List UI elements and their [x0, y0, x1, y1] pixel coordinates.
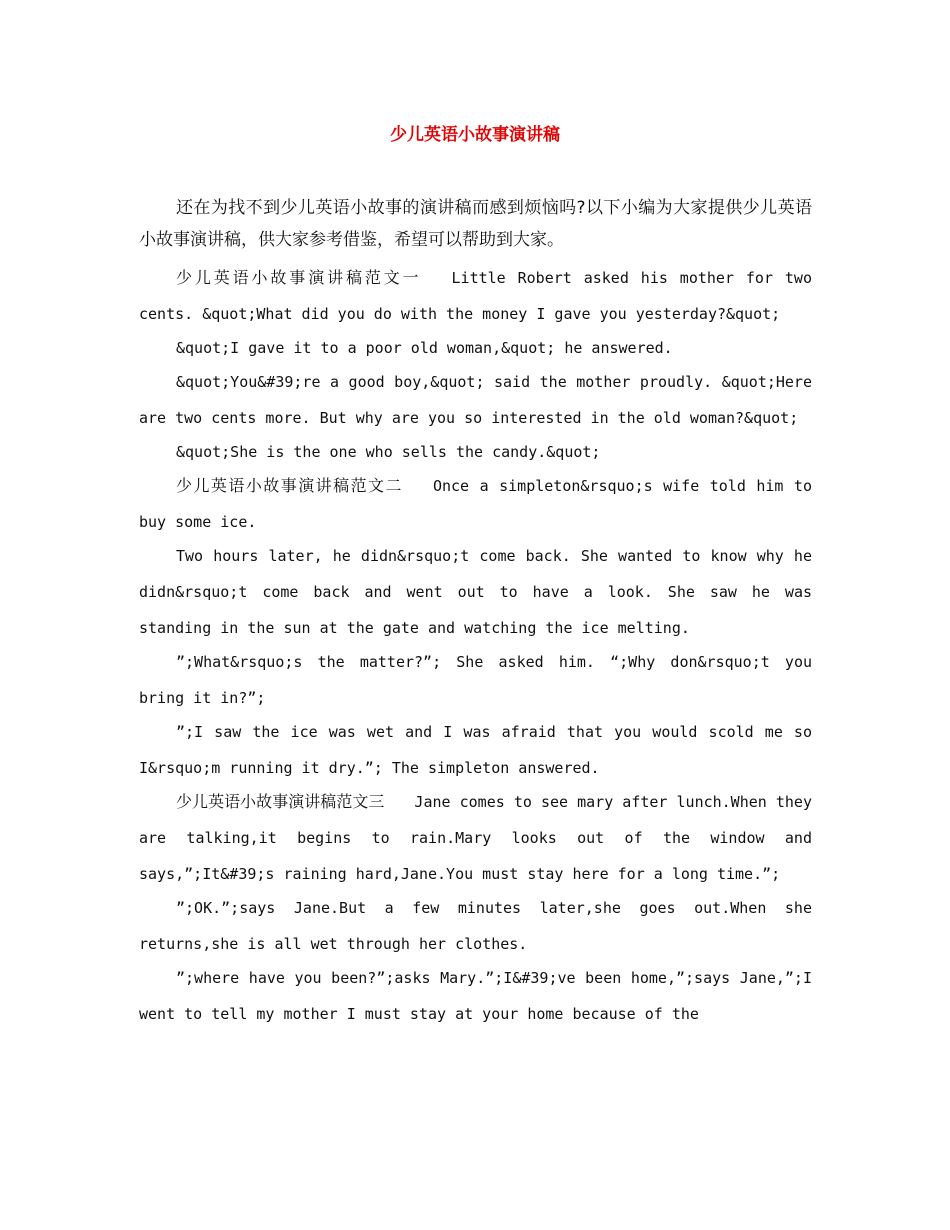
paragraph-7	[139, 644, 812, 716]
paragraph-heading: 少儿英语小故事演讲稿范文一	[176, 268, 422, 287]
paragraph-4	[139, 434, 812, 470]
document-title: 少儿英语小故事演讲稿	[390, 125, 560, 145]
paragraph-text: Jane comes to see mary after lunch.When they are talking,it begins to rain.Mary looks out of the window and says,”;It&#39;s raining hard,Jane.You must stay here for a long time.”;	[139, 793, 812, 883]
paragraph-2	[139, 330, 812, 366]
intro-paragraph: 还在为找不到少儿英语小故事的演讲稿而感到烦恼吗?以下小编为大家提供少儿英语小故事演讲稿，供大家参考借鉴，希望可以帮助到大家。	[139, 198, 812, 250]
paragraph-text: ”;where have you been?”;asks Mary.”;I&#39;ve been home,”;says Jane,”;I went to tell my mother I must stay at your home because of the	[139, 969, 812, 1023]
paragraph-text: ”;I saw the ice was wet and I was afraid that you would scold me so I&rsquo;m running it dry.”; The simpleton answered.	[139, 723, 812, 777]
paragraph-text: Once a simpleton&rsquo;s wife told him to buy some ice.	[139, 477, 812, 531]
paragraph-heading: 少儿英语小故事演讲稿范文二	[176, 476, 403, 495]
paragraph-text: &quot;She is the one who sells the candy.&quot;	[176, 443, 601, 461]
paragraph-text: ”;What&rsquo;s the matter?”; She asked him. “;Why don&rsquo;t you bring it in?”;	[139, 653, 812, 707]
paragraph-5	[139, 468, 812, 540]
paragraph-10	[139, 890, 812, 962]
paragraph-text: Two hours later, he didn&rsquo;t come back. She wanted to know why he didn&rsquo;t come back and went out to have a look. She saw he was standing in the sun at the gate and watching the ice melting.	[139, 547, 812, 637]
paragraph-text: &quot;You&#39;re a good boy,&quot; said the mother proudly. &quot;Here are two cents more. But why are you so interested in the old woman?&quot;	[139, 373, 812, 427]
paragraph-8	[139, 714, 812, 786]
paragraph-text: ”;OK.”;says Jane.But a few minutes later,she goes out.When she returns,she is all wet through her clothes.	[139, 899, 812, 953]
paragraph-3	[139, 364, 812, 436]
paragraph-text: &quot;I gave it to a poor old woman,&quot; he answered.	[176, 339, 673, 357]
paragraph-text: Little Robert asked his mother for two cents. &quot;What did you do with the money I gave you yesterday?&quot;	[139, 269, 812, 323]
paragraph-heading: 少儿英语小故事演讲稿范文三	[176, 792, 385, 811]
paragraph-6	[139, 538, 812, 646]
paragraph-1	[139, 260, 812, 332]
document-body	[139, 192, 812, 1030]
paragraph-11	[139, 960, 812, 1032]
paragraph-9	[139, 784, 812, 892]
